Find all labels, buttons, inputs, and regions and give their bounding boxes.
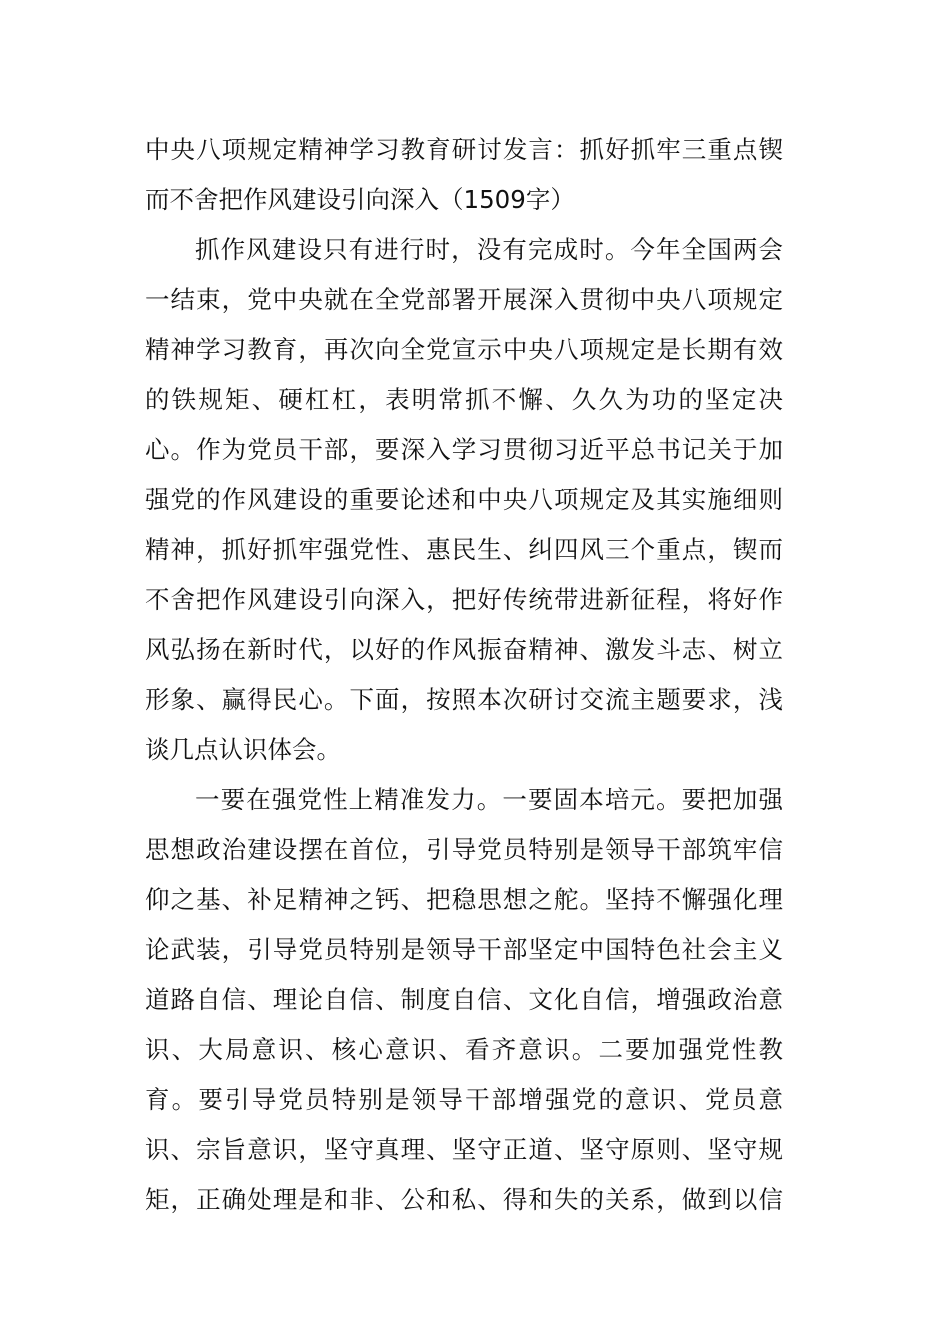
paragraph-line: 精神，抓好抓牢强党性、惠民生、纠四风三个重点，锲而 — [145, 535, 783, 564]
paragraph-line: 风弘扬在新时代，以好的作风振奋精神、激发斗志、树立 — [145, 635, 783, 664]
document-title-line: 中央八项规定精神学习教育研讨发言：抓好抓牢三重点锲 — [145, 135, 783, 164]
paragraph-line: 心。作为党员干部，要深入学习贯彻习近平总书记关于加 — [145, 435, 783, 464]
paragraph-line: 一结束，党中央就在全党部署开展深入贯彻中央八项规定 — [145, 285, 783, 314]
paragraph-line: 道路自信、理论自信、制度自信、文化自信，增强政治意 — [145, 985, 783, 1014]
paragraph-line: 谈几点认识体会。 — [145, 735, 341, 764]
paragraph-line: 的铁规矩、硬杠杠，表明常抓不懈、久久为功的坚定决 — [145, 385, 783, 414]
paragraph-line: 精神学习教育，再次向全党宣示中央八项规定是长期有效 — [145, 335, 783, 364]
document-title-line: 而不舍把作风建设引向深入（1509字） — [145, 185, 575, 214]
document-body — [145, 125, 783, 1225]
paragraph-line: 育。要引导党员特别是领导干部增强党的意识、党员意 — [145, 1085, 783, 1114]
paragraph-line: 不舍把作风建设引向深入，把好传统带进新征程，将好作 — [145, 585, 783, 614]
paragraph-line: 矩，正确处理是和非、公和私、得和失的关系，做到以信 — [145, 1185, 783, 1214]
paragraph-line: 识、宗旨意识，坚守真理、坚守正道、坚守原则、坚守规 — [145, 1135, 783, 1164]
paragraph-line: 强党的作风建设的重要论述和中央八项规定及其实施细则 — [145, 485, 783, 514]
paragraph-line: 论武装，引导党员特别是领导干部坚定中国特色社会主义 — [145, 935, 783, 964]
paragraph-line: 仰之基、补足精神之钙、把稳思想之舵。坚持不懈强化理 — [145, 885, 783, 914]
paragraph-line: 形象、赢得民心。下面，按照本次研讨交流主题要求，浅 — [145, 685, 783, 714]
paragraph-line: 识、大局意识、核心意识、看齐意识。二要加强党性教 — [145, 1035, 783, 1064]
paragraph-line: 思想政治建设摆在首位，引导党员特别是领导干部筑牢信 — [145, 835, 783, 864]
paragraph-line: 一要在强党性上精准发力。一要固本培元。要把加强 — [195, 785, 783, 814]
paragraph-line: 抓作风建设只有进行时，没有完成时。今年全国两会 — [195, 235, 783, 264]
